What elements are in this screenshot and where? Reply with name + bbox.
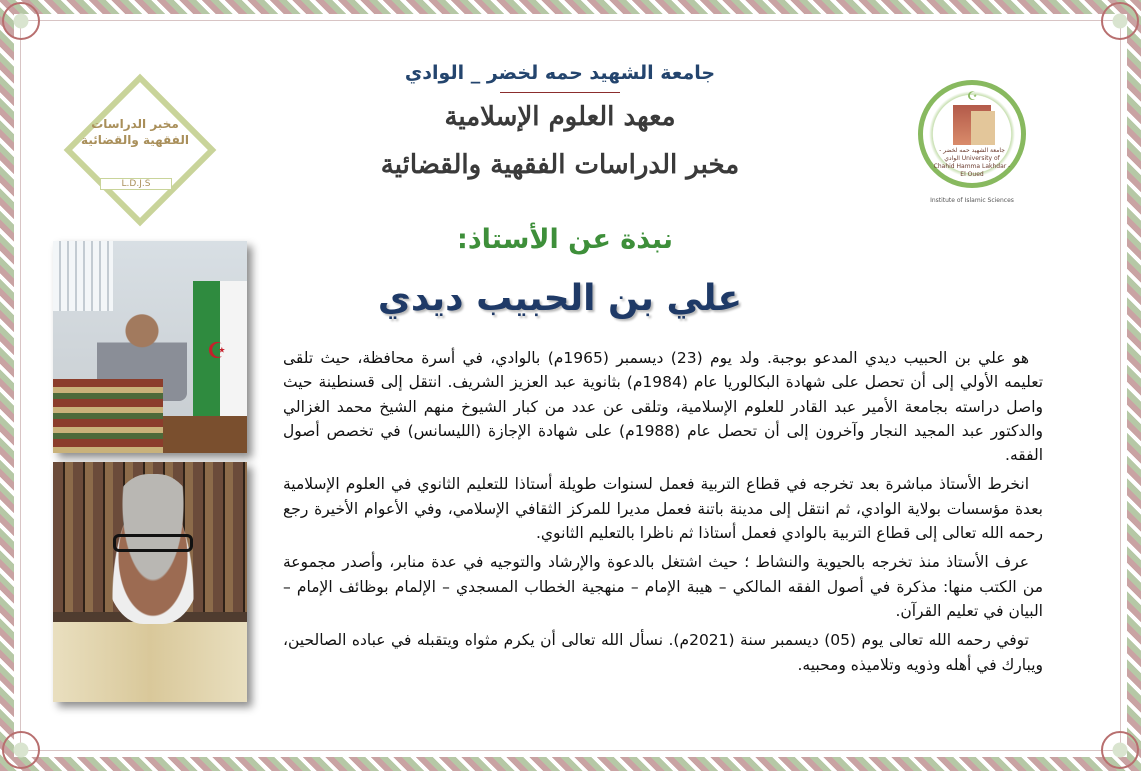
section-subtitle: نبذة عن الأستاذ: <box>457 224 673 255</box>
book-stack <box>53 379 163 453</box>
university-name: جامعة الشهيد حمه لخضر _ الوادي <box>404 62 716 84</box>
institute-name: معهد العلوم الإسلامية <box>444 102 676 132</box>
university-logo <box>918 80 1026 204</box>
logo-abbreviation: L.D.J.S <box>100 178 172 190</box>
window-blinds <box>53 241 113 311</box>
algerian-flag-icon <box>193 281 247 421</box>
logo-text-line: الفقهية والقضائية <box>81 133 189 147</box>
biography <box>283 346 1043 682</box>
robe <box>53 622 247 702</box>
logo-diamond-icon <box>64 74 217 227</box>
glasses-icon <box>113 534 193 552</box>
professor-photo-office <box>53 241 247 453</box>
laboratory-logo <box>70 78 200 216</box>
logo-text <box>80 116 190 148</box>
bio-paragraph-works: عرف الأستاذ منذ تخرجه بالحيوية والنشاط ؛ حيث اشتغل بالدعوة والإرشاد والتوجيه في عدة منابر، وأصدر مجموعة من الكتب منها: مذكرة في أصول الفقه المالكي – هيبة الإمام – منهجية الخطاب المسجدي – الإلمام بوظائف الإمام – البيان في تعليم القرآن. <box>283 553 1043 620</box>
corner-ornament-icon <box>1101 2 1139 40</box>
corner-ornament-icon <box>2 731 40 769</box>
bio-paragraph-death: توفي رحمه الله تعالى يوم (05) ديسمبر سنة (2021م). نسأل الله تعالى أن يكرم مثواه ويتقبله في عباده الصالحين، ويبارك في أهله وذويه وتلاميذه ومحبيه. <box>283 631 1043 674</box>
header-divider <box>500 92 620 93</box>
building-icon <box>971 111 995 145</box>
laboratory-name: مخبر الدراسات الفقهية والقضائية <box>380 150 740 180</box>
logo-institute-text: Institute of Islamic Sciences <box>930 197 1014 204</box>
bio-paragraph-career: انخرط الأستاذ مباشرة بعد تخرجه في قطاع التربية فعمل لسنوات طويلة أستاذا للتعليم الثانوي في العلوم الإسلامية بعدة مؤسسات بولاية الوادي، ثم انتقل إلى مدينة باتنة فعمل مديرا للمركز الثقافي الإسلامي، وفي الأعوام الأخيرة رجع رحمه الله تعالى إلى قطاع التربية بالوادي فعمل أستاذا ثم ناظرا بالتعليم الثانوي. <box>283 475 1043 543</box>
bio-paragraph-birth-education: هو علي بن الحبيب ديدي المدعو بوجبة. ولد يوم (23) ديسمبر (1965م) بالوادي، في أسرة محافظة، حيث تلقى تعليمه الأولي إلى أن تحصل على شهادة البكالوريا عام (1984م) بثانوية عبد العزيز الشريف. انتقل إلى قسنطينة حيث واصل دراسته بجامعة الأمير عبد القادر للعلوم الإسلامية، وتلقى عن عدد من كبار الشيوخ منهم الشيخ محمد الغزالي والدكتور عبد المجيد النجار وآخرون إلى أن تحصل عام (1988م) على شهادة الإجازة (الليسانس) في تخصص أصول الفقه. <box>283 349 1044 465</box>
crescent-star-icon: ☪ <box>967 89 978 103</box>
corner-ornament-icon <box>1101 731 1139 769</box>
professor-name: علي بن الحبيب ديدي <box>377 278 743 319</box>
professor-photo-portrait <box>53 462 247 702</box>
logo-university-text: جامعة الشهيد حمه لخضر - الوادي University of Chahid Hamma Lakhdar - El Oued <box>933 147 1011 178</box>
logo-text-line: مخبر الدراسات <box>91 117 179 131</box>
corner-ornament-icon <box>2 2 40 40</box>
